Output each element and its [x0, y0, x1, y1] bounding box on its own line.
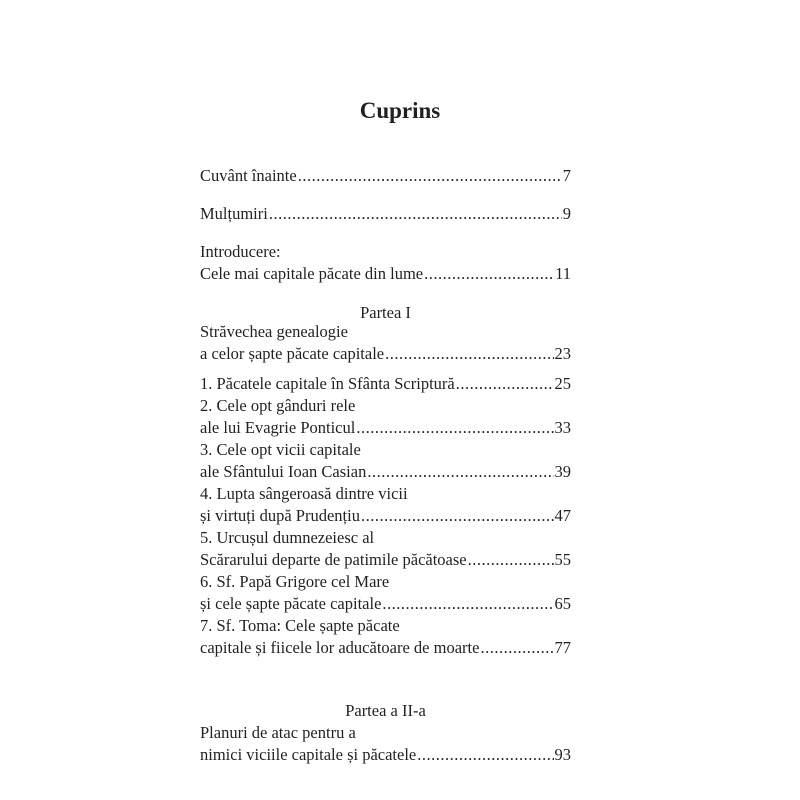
toc-entry-cuvant[interactable]: [200, 165, 571, 187]
toc-entry-ch4[interactable]: [200, 483, 571, 527]
dot-leader: [456, 373, 554, 395]
page-number: 11: [555, 264, 571, 283]
dot-leader: [468, 549, 554, 571]
toc-entry-ch5[interactable]: [200, 527, 571, 571]
entry-label: Mulțumiri: [200, 204, 268, 223]
entry-label: Cele mai capitale păcate din lume: [200, 264, 424, 283]
entry-label: și virtuți după Prudențiu: [200, 506, 360, 525]
dot-leader: [424, 263, 554, 285]
toc-entry-part2[interactable]: [200, 722, 571, 766]
toc-entry-ch1[interactable]: [200, 373, 571, 395]
dot-leader: [269, 203, 562, 225]
dot-leader: [367, 461, 553, 483]
dot-leader: [356, 417, 553, 439]
entry-line: 5. Urcușul dumnezeiesc al: [200, 528, 375, 547]
dot-leader: [385, 343, 553, 365]
dot-leader: [480, 637, 553, 659]
page-number: 55: [554, 550, 571, 569]
entry-label: ale lui Evagrie Ponticul: [200, 418, 356, 437]
toc-entry-intro[interactable]: [200, 241, 571, 285]
part-heading-2: Partea a II-a: [345, 701, 426, 720]
page-number: 47: [554, 506, 571, 525]
dot-leader: [417, 744, 553, 766]
toc-entry-multumiri[interactable]: [200, 203, 571, 225]
entry-label: Cuvânt înainte: [200, 166, 297, 185]
dot-leader: [382, 593, 553, 615]
toc-entry-ch7[interactable]: [200, 615, 571, 659]
page-number: 9: [562, 204, 571, 223]
toc-entry-part1[interactable]: [200, 321, 571, 365]
dot-leader: [298, 165, 562, 187]
entry-line: 4. Lupta sângeroasă dintre vicii: [200, 484, 408, 503]
part-heading-1: Partea I: [360, 303, 411, 322]
entry-line: Introducere:: [200, 242, 281, 261]
page-number: 93: [554, 745, 571, 764]
entry-line: Străvechea genealogie: [200, 322, 348, 341]
entry-line: 2. Cele opt gânduri rele: [200, 396, 356, 415]
page-title: Cuprins: [359, 98, 441, 123]
entry-label: și cele șapte păcate capitale: [200, 594, 382, 613]
page-number: 65: [554, 594, 571, 613]
entry-label: capitale și fiicele lor aducătoare de moarte: [200, 638, 480, 657]
entry-label: a celor șapte păcate capitale: [200, 344, 385, 363]
toc-entry-ch3[interactable]: [200, 439, 571, 483]
page-number: 39: [554, 462, 571, 481]
entry-line: 7. Sf. Toma: Cele șapte păcate: [200, 616, 400, 635]
page-number: 25: [554, 374, 571, 393]
page-number: 23: [554, 344, 571, 363]
entry-label: Scărarului departe de patimile păcătoase: [200, 550, 467, 569]
toc-entry-ch6[interactable]: [200, 571, 571, 615]
entry-line: 3. Cele opt vicii capitale: [200, 440, 361, 459]
dot-leader: [361, 505, 554, 527]
entry-line: Planuri de atac pentru a: [200, 723, 356, 742]
page-number: 7: [562, 166, 571, 185]
page-number: 33: [554, 418, 571, 437]
entry-label: ale Sfântului Ioan Casian: [200, 462, 367, 481]
entry-label: 1. Păcatele capitale în Sfânta Scriptură: [200, 374, 455, 393]
toc-entry-ch2[interactable]: [200, 395, 571, 439]
table-of-contents: [200, 165, 571, 766]
entry-label: nimici viciile capitale și păcatele: [200, 745, 417, 764]
entry-line: 6. Sf. Papă Grigore cel Mare: [200, 572, 390, 591]
page-number: 77: [554, 638, 571, 657]
